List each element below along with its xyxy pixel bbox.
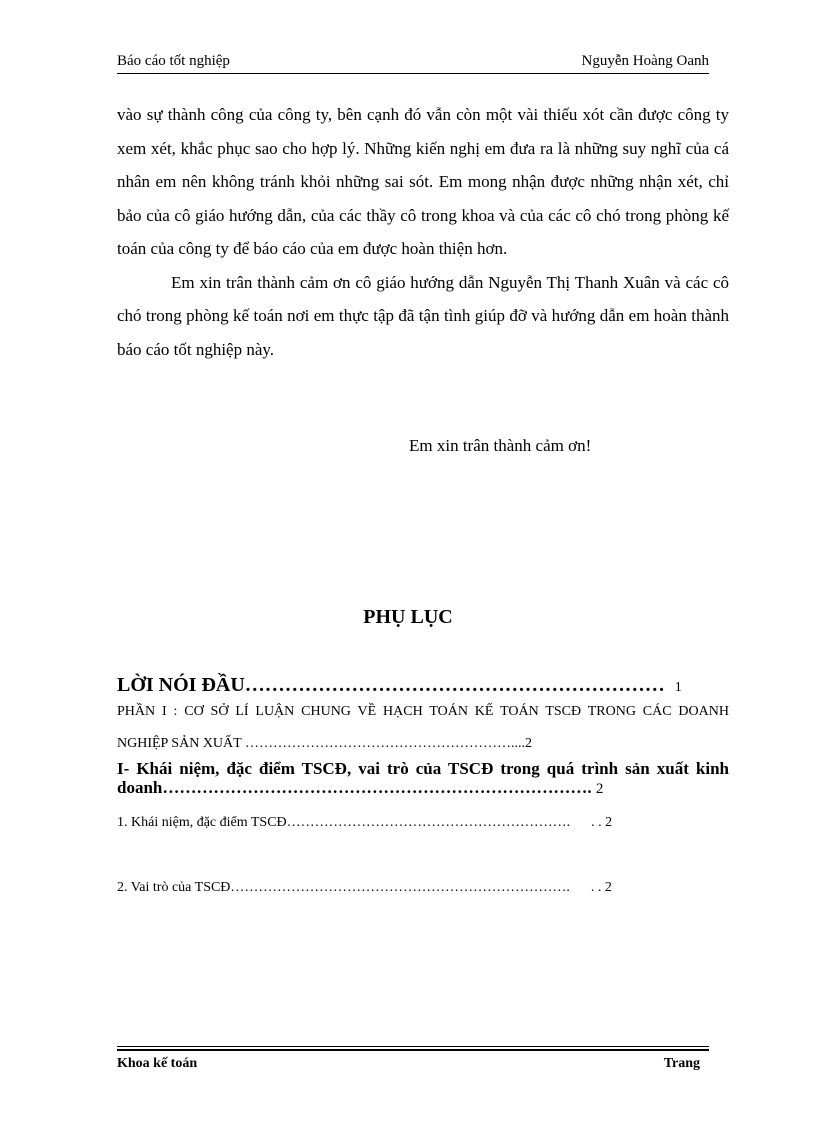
page-header — [117, 53, 709, 74]
toc-entry-subsection-2 — [117, 871, 729, 904]
body-paragraph-1: vào sự thành công của công ty, bên cạnh đó vẫn còn một vài thiếu xót cần được công ty xem xét, khắc phục sao cho hợp lý. Những kiến nghị em đưa ra là những suy nghĩ của cá nhân em nên không tránh khỏi những sai sót. Em mong nhận được những nhận xét, chỉ bảo của cô giáo hướng dẫn, của các thầy cô trong khoa và của các cô chó trong phòng kế toán của công ty để báo cáo của em được hoàn thiện hơn. — [117, 105, 729, 258]
appendix-title: PHỤ LỤC — [363, 606, 453, 628]
body-text — [117, 98, 729, 366]
toc-entry-part-1 — [117, 696, 729, 760]
toc-entry-text: 1. Khái niệm, đặc điểm TSCĐ……………………………………………………. — [117, 815, 571, 830]
toc-entry-section-1 — [117, 759, 729, 799]
closing-line: Em xin trân thành cảm ơn! — [409, 436, 592, 455]
page-footer — [117, 1046, 709, 1076]
toc-entry-page: . . 2 — [591, 815, 613, 830]
footer-department: Khoa kế toán — [117, 1056, 198, 1071]
toc-entry-text: I- Khái niệm, đặc điểm TSCĐ, vai trò của TSCĐ trong quá trình sản xuất kinh doanh…………………………………………………………………. — [117, 759, 729, 797]
toc-entry-preface — [117, 674, 729, 697]
toc-entry-page: 2 — [595, 781, 604, 797]
header-author-name: Nguyễn Hoàng Oanh — [581, 53, 709, 69]
footer-page-label: Trang — [663, 1056, 700, 1071]
toc-entry-page: . . 2 — [590, 880, 612, 895]
footer-rule-thick — [117, 1049, 709, 1051]
toc-entry-page: 1 — [674, 680, 682, 695]
header-report-title: Báo cáo tốt nghiệp — [117, 53, 230, 69]
toc-entry-text: 2. Vai trò của TSCĐ………………………………………………………………. — [117, 880, 570, 895]
toc-entry-text: LỜI NÓI ĐẦU……………………………………………………… — [117, 674, 665, 696]
toc-entry-subsection-1 — [117, 806, 729, 839]
toc-entry-page: 2 — [524, 736, 532, 751]
body-paragraph-2: Em xin trân thành cảm ơn cô giáo hướng dẫn Nguyễn Thị Thanh Xuân và các cô chó trong phòng kế toán nơi em thực tập đã tận tình giúp đỡ và hướng dẫn em hoàn thành báo cáo tốt nghiệp này. — [117, 272, 729, 359]
toc-entry-text: PHẦN I : CƠ SỞ LÍ LUẬN CHUNG VỀ HẠCH TOÁN KẾ TOÁN TSCĐ TRONG CÁC DOANH NGHIỆP SẢN XUẤT ………………………………………………….... — [117, 704, 729, 751]
footer-text — [117, 1056, 709, 1076]
